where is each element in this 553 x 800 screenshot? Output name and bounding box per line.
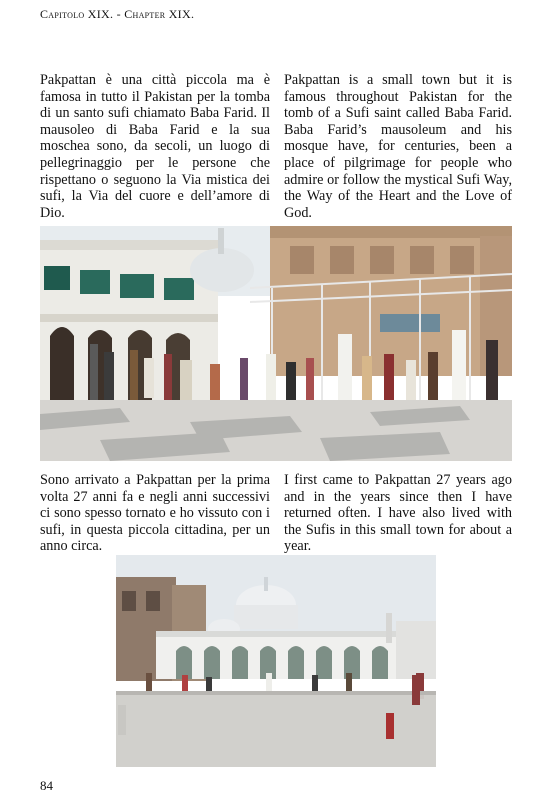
english-paragraph-1: Pakpattan is a small town but it is famous throughout Pakistan for the tomb of a Sufi saint called Baba Farid. Baba Farid’s mausoleum and his mosque have, for centuries, been a place of pilgrimage for people who admire or follow the mystical Sufi Way, the Way of the Heart and the Love of God. (284, 72, 512, 221)
mausoleum-photo (116, 555, 436, 767)
shrine-courtyard-photo (40, 226, 512, 461)
page-number: 84 (40, 778, 53, 793)
chapter-header: Capitolo XIX. - Chapter XIX. (40, 7, 195, 21)
italian-paragraph-1: Pakpattan è una città piccola ma è famosa in tutto il Pakistan per la tomba di un santo sufi chiamato Baba Farid. Il mausoleo di Baba Farid e la sua moschea sono, da secoli, un luogo di pellegrinaggio per le persone che rispettano o seguono la Via mistica dei sufi, la Via del cuore e dell’amore di Dio. (40, 72, 270, 221)
english-paragraph-2: I first came to Pakpattan 27 years ago and in the years since then I have returned often. I have also lived with the Sufis in this small town for about a year. (284, 472, 512, 555)
italian-paragraph-2: Sono arrivato a Pakpattan per la prima volta 27 anni fa e negli anni successivi ci sono spesso tornato e ho vissuto con i sufi, in questa piccola cittadina, per un anno circa. (40, 472, 270, 555)
